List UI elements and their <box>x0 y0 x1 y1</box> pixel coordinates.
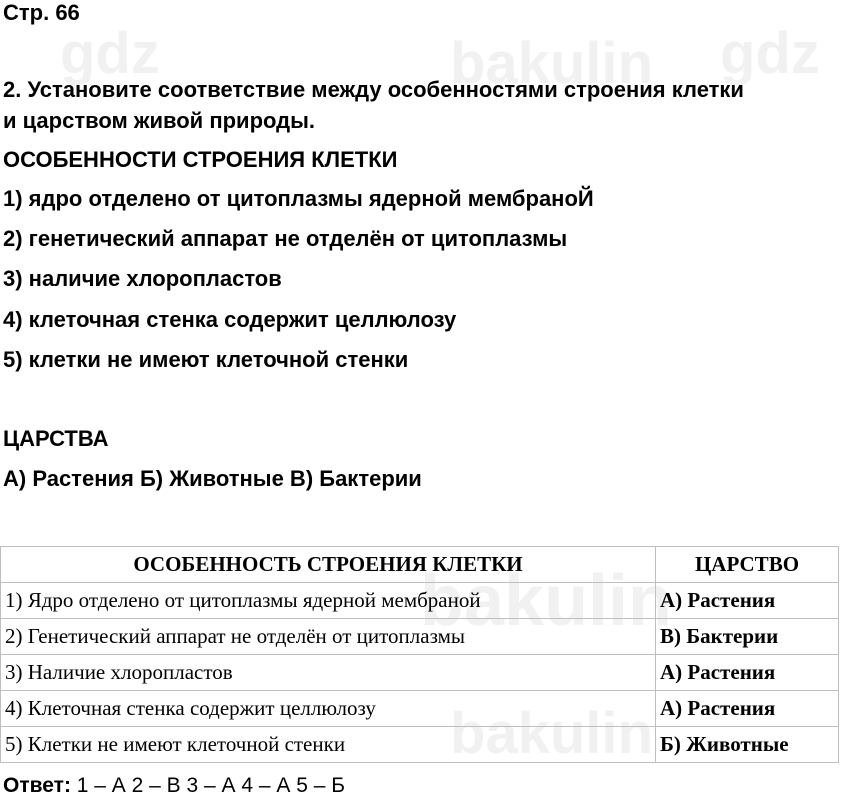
table-cell-kingdom: А) Растения <box>656 655 839 691</box>
watermark-bottom: bakulin <box>450 701 654 766</box>
table-row <box>1 727 839 763</box>
answer-table <box>0 546 839 763</box>
feature-item-5: 5) клетки не имеют клеточной стенки <box>3 347 409 372</box>
feature-item-3: 3) наличие хлоропластов <box>3 266 282 291</box>
answer-label: Ответ: <box>3 774 71 797</box>
table-row <box>1 691 839 727</box>
answer-line <box>3 774 345 798</box>
page-number: Стр. 66 <box>3 0 80 25</box>
table-header-feature: ОСОБЕННОСТЬ СТРОЕНИЯ КЛЕТКИ <box>1 547 656 583</box>
answer-value: 1 – А 2 – В 3 – А 4 – А 5 – Б <box>76 774 346 797</box>
table-cell-feature: 5) Клетки не имеют клеточной стенки <box>1 727 656 763</box>
task-text-line-1: 2. Установите соответствие между особенностями строения клетки <box>3 77 744 102</box>
feature-item-4: 4) клеточная стенка содержит целлюлозу <box>3 307 457 332</box>
table-cell-kingdom: А) Растения <box>656 583 839 619</box>
table-header-kingdom: ЦАРСТВО <box>656 547 839 583</box>
kingdoms-list: А) Растения Б) Животные В) Бактерии <box>3 466 422 491</box>
table-header-row <box>1 547 839 583</box>
feature-item-1: 1) ядро отделено от цитоплазмы ядерной мембранoЙ <box>3 186 594 211</box>
table-row <box>1 655 839 691</box>
table-cell-kingdom: А) Растения <box>656 691 839 727</box>
feature-item-2: 2) генетический аппарат не отделён от цитоплазмы <box>3 226 568 251</box>
watermark-side-right: gdz <box>720 21 820 86</box>
table-cell-feature: 2) Генетический аппарат не отделён от цитоплазмы <box>1 619 656 655</box>
task-text-line-2: и царством живой природы. <box>3 108 316 133</box>
watermark-side-left: gdz <box>60 21 160 86</box>
table-cell-feature: 1) Ядро отделено от цитоплазмы ядерной мембраной <box>1 583 656 619</box>
table-row <box>1 583 839 619</box>
table-cell-kingdom: В) Бактерии <box>656 619 839 655</box>
table-cell-feature: 3) Наличие хлоропластов <box>1 655 656 691</box>
kingdoms-heading: ЦАРСТВА <box>3 426 109 451</box>
table-cell-kingdom: Б) Животные <box>656 727 839 763</box>
table-cell-feature: 4) Клеточная стенка содержит целлюлозу <box>1 691 656 727</box>
watermark-middle: bakulin <box>420 561 673 641</box>
table-row <box>1 619 839 655</box>
watermark-top: bakulin <box>450 31 654 96</box>
features-heading: ОСОБЕННОСТИ СТРОЕНИЯ КЛЕТКИ <box>3 147 398 172</box>
